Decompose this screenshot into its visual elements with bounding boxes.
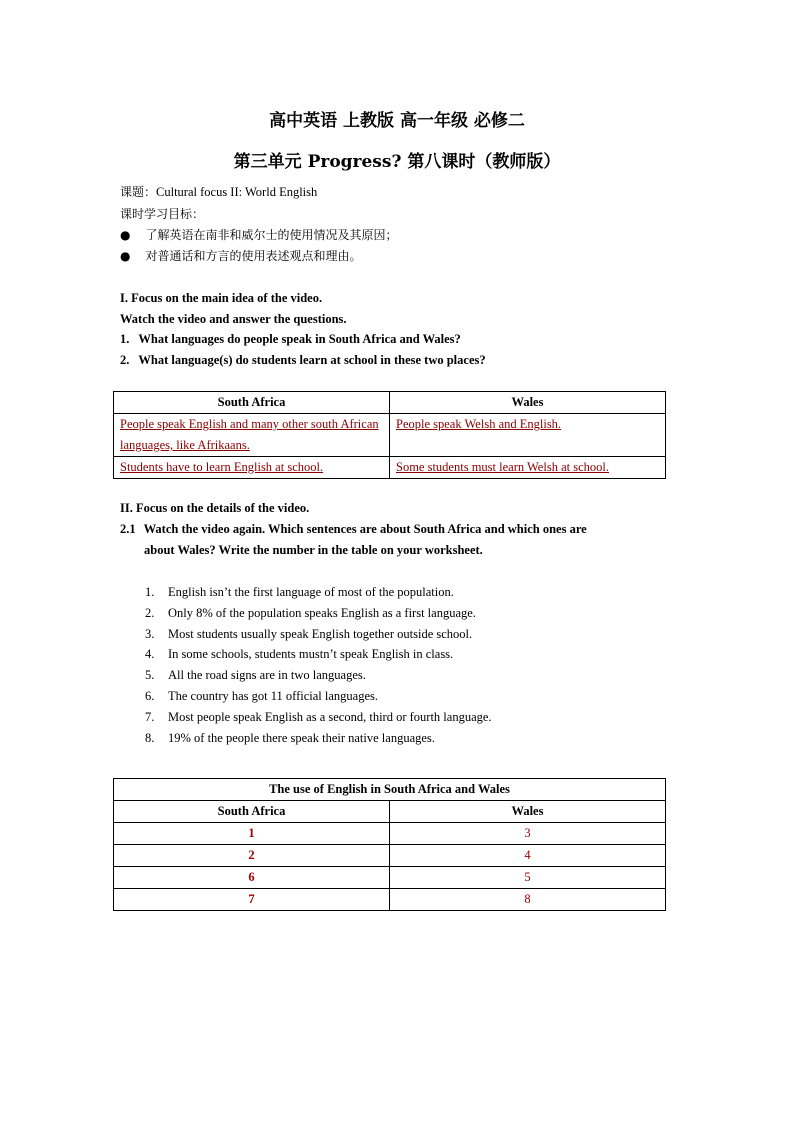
answer-cell: 6 (114, 867, 390, 889)
table-row (114, 823, 666, 845)
answer-cell: 7 (114, 889, 390, 911)
sentence-text: Only 8% of the population speaks English as a first language. (168, 605, 476, 620)
table-row (114, 414, 666, 457)
bullet-icon: ● (120, 249, 131, 263)
sentence-number: 1. (145, 585, 155, 599)
answer-cell: People speak English and many other south African languages, like Afrikaans. (120, 417, 379, 452)
answer-table-details (113, 778, 666, 911)
objectives-label: 课时学习目标： (120, 207, 205, 221)
topic-label: 课题： (120, 185, 157, 199)
table-row (114, 845, 666, 867)
objective-item: ● 了解英语在南非和威尔士的使用情况及其原因； (120, 228, 398, 242)
answer-table-main-idea (113, 391, 666, 479)
answer-cell: 8 (390, 889, 666, 911)
section2-heading: II. Focus on the details of the video. (120, 501, 310, 515)
sentence-number: 2. (145, 605, 155, 620)
table-title: The use of English in South Africa and Wales (114, 779, 666, 801)
answer-cell: Some students must learn Welsh at school. (396, 460, 609, 474)
sentence-number: 5. (145, 668, 155, 683)
column-header: Wales (390, 801, 666, 823)
sentence-text: 19% of the people there speak their native languages. (168, 730, 435, 745)
answer-cell: 2 (114, 845, 390, 867)
sentence-number: 4. (145, 647, 155, 662)
answer-cell: 3 (390, 823, 666, 845)
sentence-text: Most people speak English as a second, third or fourth language. (168, 709, 492, 724)
task-2-1: 2.1 Watch the video again. Which sentences are about South Africa and which ones are (120, 522, 587, 536)
document-title: 高中英语 上教版 高一年级 必修二 (269, 111, 525, 131)
table-row (114, 889, 666, 911)
column-header: South Africa (114, 801, 390, 823)
column-header: Wales (390, 392, 666, 414)
objective-item: ● 对普通话和方言的使用表述观点和理由。 (120, 249, 362, 263)
topic-line (120, 182, 317, 202)
sentence-number: 6. (145, 689, 155, 703)
answer-cell: Students have to learn English at school. (120, 460, 324, 474)
column-header: South Africa (114, 392, 390, 414)
section1-instruction: Watch the video and answer the questions. (120, 312, 347, 326)
topic-value: Cultural focus II: World English (156, 185, 318, 199)
sentence-number: 7. (145, 709, 155, 724)
sentence-text: The country has got 11 official languages. (168, 689, 379, 703)
sentence-text: Most students usually speak English together outside school. (168, 626, 473, 641)
bullet-icon: ● (120, 228, 131, 242)
document-subtitle: 第三单元 Progress? 第八课时（教师版） (233, 152, 561, 172)
sentence-text: In some schools, students mustn’t speak English in class. (168, 647, 454, 662)
sentence-text: English isn’t the first language of most of the population. (168, 585, 454, 599)
answer-cell: 4 (390, 845, 666, 867)
table-row (114, 457, 666, 479)
answer-cell: 5 (390, 867, 666, 889)
answer-cell: 1 (114, 823, 390, 845)
question-2: 2. What language(s) do students learn at school in these two places? (120, 353, 486, 367)
section1-heading: I. Focus on the main idea of the video. (120, 291, 323, 305)
answer-cell: People speak Welsh and English. (396, 417, 562, 431)
sentence-text: All the road signs are in two languages. (168, 668, 366, 683)
sentence-number: 3. (145, 626, 155, 641)
table-row (114, 867, 666, 889)
question-1: 1. What languages do people speak in South Africa and Wales? (120, 332, 461, 346)
task-2-1-cont: about Wales? Write the number in the table on your worksheet. (144, 543, 483, 557)
sentence-number: 8. (145, 730, 155, 745)
